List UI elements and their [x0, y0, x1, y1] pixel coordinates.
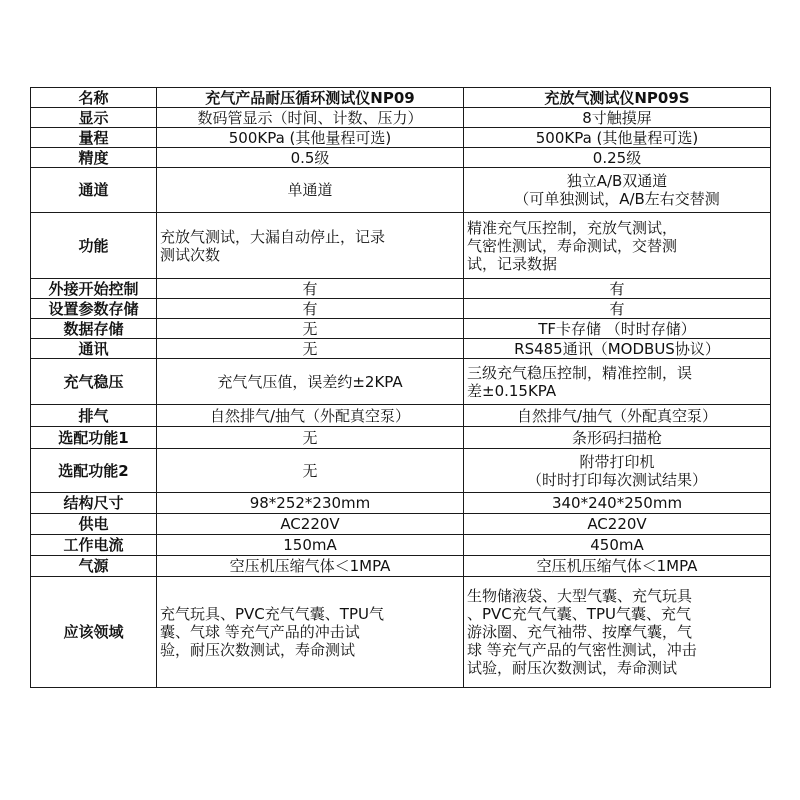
table-row: [31, 514, 771, 535]
np09s-value: AC220V: [464, 514, 771, 535]
np09s-value: 条形码扫描枪: [464, 427, 771, 449]
row-label: 工作电流: [31, 535, 157, 556]
np09-value: 充气气压值，误差约±2KPA: [157, 359, 464, 405]
table-row: [31, 427, 771, 449]
np09s-value: 三级充气稳压控制，精准控制，误 差±0.15KPA: [464, 359, 771, 405]
np09s-value: TF卡存储 （时时存储）: [464, 319, 771, 339]
np09s-value: 附带打印机 （时时打印每次测试结果）: [464, 449, 771, 493]
np09-value: 数码管显示（时间、计数、压力）: [157, 108, 464, 128]
np09s-value: 有: [464, 279, 771, 299]
np09-value: 98*252*230mm: [157, 493, 464, 514]
np09s-value: 450mA: [464, 535, 771, 556]
np09-value: 0.5级: [157, 148, 464, 168]
np09-value: 150mA: [157, 535, 464, 556]
np09s-value: 340*240*250mm: [464, 493, 771, 514]
header-np09: 充气产品耐压循环测试仪NP09: [157, 88, 464, 108]
np09s-value: 500KPa (其他量程可选): [464, 128, 771, 148]
table-row: [31, 168, 771, 213]
row-label: 设置参数存储: [31, 299, 157, 319]
np09s-value: RS485通讯（MODBUS协议）: [464, 339, 771, 359]
np09-value: 充气玩具、PVC充气气囊、TPU气 囊、气球 等充气产品的冲击试 验，耐压次数测试，寿命测试: [157, 577, 464, 688]
table-row: [31, 148, 771, 168]
row-label: 外接开始控制: [31, 279, 157, 299]
row-label: 通讯: [31, 339, 157, 359]
table-row: [31, 449, 771, 493]
table-header-row: [31, 88, 771, 108]
np09s-value: 独立A/B双通道 （可单独测试，A/B左右交替测: [464, 168, 771, 213]
table-row: [31, 359, 771, 405]
row-label: 功能: [31, 213, 157, 279]
spec-comparison-table: [30, 87, 771, 688]
np09-value: 有: [157, 299, 464, 319]
table-row: [31, 128, 771, 148]
row-label: 通道: [31, 168, 157, 213]
row-label: 量程: [31, 128, 157, 148]
np09-value: 500KPa (其他量程可选): [157, 128, 464, 148]
np09-value: 无: [157, 339, 464, 359]
np09-value: AC220V: [157, 514, 464, 535]
row-label: 气源: [31, 556, 157, 577]
row-label: 显示: [31, 108, 157, 128]
table-row: [31, 556, 771, 577]
np09-value: 无: [157, 427, 464, 449]
np09-value: 有: [157, 279, 464, 299]
table-row: [31, 108, 771, 128]
header-np09s: 充放气测试仪NP09S: [464, 88, 771, 108]
row-label: 精度: [31, 148, 157, 168]
row-label: 数据存储: [31, 319, 157, 339]
np09s-value: 8寸触摸屏: [464, 108, 771, 128]
row-label: 选配功能2: [31, 449, 157, 493]
table-row: [31, 319, 771, 339]
row-label: 供电: [31, 514, 157, 535]
np09-value: 自然排气/抽气（外配真空泵）: [157, 405, 464, 427]
np09-value: 空压机压缩气体＜1MPA: [157, 556, 464, 577]
table-row: [31, 535, 771, 556]
np09-value: 无: [157, 319, 464, 339]
table-row: [31, 405, 771, 427]
table-row: [31, 339, 771, 359]
table-row: [31, 299, 771, 319]
row-label: 结构尺寸: [31, 493, 157, 514]
row-label: 排气: [31, 405, 157, 427]
np09s-value: 精准充气压控制，充放气测试， 气密性测试，寿命测试，交替测 试，记录数据: [464, 213, 771, 279]
np09-value: 充放气测试，大漏自动停止，记录 测试次数: [157, 213, 464, 279]
row-label: 选配功能1: [31, 427, 157, 449]
np09s-value: 0.25级: [464, 148, 771, 168]
np09s-value: 自然排气/抽气（外配真空泵）: [464, 405, 771, 427]
np09s-value: 有: [464, 299, 771, 319]
header-name: 名称: [31, 88, 157, 108]
table-row: [31, 493, 771, 514]
row-label: 应该领域: [31, 577, 157, 688]
table-row: [31, 577, 771, 688]
table-row: [31, 213, 771, 279]
np09-value: 单通道: [157, 168, 464, 213]
row-label: 充气稳压: [31, 359, 157, 405]
np09s-value: 空压机压缩气体＜1MPA: [464, 556, 771, 577]
np09-value: 无: [157, 449, 464, 493]
np09s-value: 生物储液袋、大型气囊、充气玩具 、PVC充气气囊、TPU气囊、充气 游泳圈、充气袖带、按摩气囊，气 球 等充气产品的气密性测试，冲击 试验，耐压次数测试，寿命测试: [464, 577, 771, 688]
table-row: [31, 279, 771, 299]
